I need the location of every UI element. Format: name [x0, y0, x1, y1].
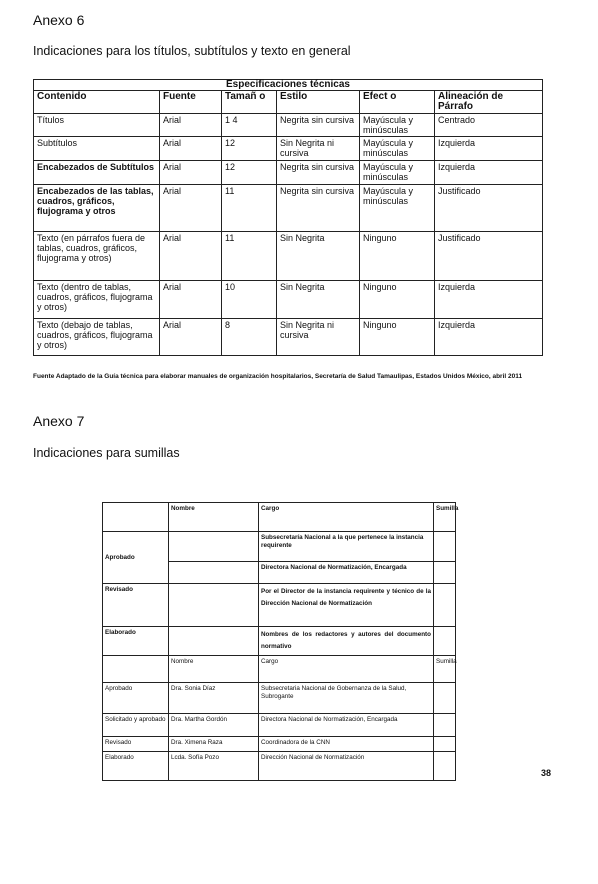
anexo7-subtitle: Indicaciones para sumillas	[33, 446, 180, 460]
table-cell: Revisado	[103, 584, 169, 627]
table-cell: Solicitado y aprobado	[103, 714, 169, 737]
spec-table-header-row	[34, 91, 543, 114]
table-cell: Dra. Sonia Díaz	[169, 683, 259, 714]
table-cell: Aprobado	[103, 532, 169, 584]
table-cell: Negrita sin cursiva	[277, 185, 360, 232]
table-cell: Ninguno	[360, 319, 435, 356]
header-cell: Tamañ o	[222, 91, 277, 114]
table-cell: Lcda. Sofía Pozo	[169, 752, 259, 781]
table-cell: Sin Negrita	[277, 281, 360, 319]
spec-table	[33, 79, 543, 356]
table-cell: Izquierda	[435, 161, 543, 185]
table-cell: Negrita sin cursiva	[277, 161, 360, 185]
table-cell	[169, 532, 259, 562]
table-cell: 8	[222, 319, 277, 356]
table-row	[34, 137, 543, 161]
table-cell: 10	[222, 281, 277, 319]
table-cell: Dirección Nacional de Normatización	[259, 752, 434, 781]
table-cell: Sin Negrita	[277, 232, 360, 281]
table-cell: Negrita sin cursiva	[277, 114, 360, 137]
table-cell	[434, 714, 456, 737]
table-cell: 11	[222, 232, 277, 281]
anexo7-heading: Anexo 7	[33, 413, 85, 429]
table-cell: Arial	[160, 232, 222, 281]
table-cell: Texto (debajo de tablas, cuadros, gráficos, flujograma y otros)	[34, 319, 160, 356]
table-cell: Justificado	[435, 185, 543, 232]
table-cell: Elaborado	[103, 752, 169, 781]
table-cell: Directora Nacional de Normatización, Encargada	[259, 562, 434, 584]
table-row	[103, 714, 456, 737]
table-cell	[169, 627, 259, 656]
table-cell: Dra. Martha Gordón	[169, 714, 259, 737]
table-cell: Por el Director de la instancia requirente y técnico de la Dirección Nacional de Normatización	[259, 584, 434, 627]
table-cell: Mayúscula y minúsculas	[360, 114, 435, 137]
table-cell: Texto (en párrafos fuera de tablas, cuadros, gráficos, flujograma y otros)	[34, 232, 160, 281]
table-cell: Mayúscula y minúsculas	[360, 137, 435, 161]
table-cell: Elaborado	[103, 627, 169, 656]
table-row	[103, 683, 456, 714]
table-cell: Sumilla	[434, 503, 456, 532]
page-number: 38	[541, 768, 552, 778]
table-cell: 1 4	[222, 114, 277, 137]
table-cell	[434, 627, 456, 656]
table-cell: Dra. Ximena Raza	[169, 737, 259, 752]
header-cell: Contenido	[34, 91, 160, 114]
table-row	[34, 319, 543, 356]
header-cell: Fuente	[160, 91, 222, 114]
table-cell: Mayúscula y minúsculas	[360, 161, 435, 185]
table-cell	[169, 584, 259, 627]
table-cell: Sumilla	[434, 656, 456, 683]
table-cell: Sin Negrita ni cursiva	[277, 319, 360, 356]
table-cell: Centrado	[435, 114, 543, 137]
table-cell: Aprobado	[103, 683, 169, 714]
table-cell	[434, 752, 456, 781]
signature-table	[102, 502, 459, 781]
table-cell: Encabezados de Subtítulos	[34, 161, 160, 185]
table-row	[103, 752, 456, 781]
table-cell: Mayúscula y minúsculas	[360, 185, 435, 232]
table-cell: Arial	[160, 137, 222, 161]
table-cell: Izquierda	[435, 281, 543, 319]
table-cell: Ninguno	[360, 232, 435, 281]
table-cell: Arial	[160, 161, 222, 185]
table-cell: Nombres de los redactores y autores del documento normativo	[259, 627, 434, 656]
table-row	[34, 185, 543, 232]
table-cell: 12	[222, 137, 277, 161]
table-row	[34, 114, 543, 137]
table-row	[103, 584, 456, 627]
spec-table-caption: Especificaciones técnicas	[34, 80, 543, 91]
table-cell: Izquierda	[435, 319, 543, 356]
table-cell: Nombre	[169, 503, 259, 532]
table-source-note: Fuente Adaptado de la Guía técnica para elaborar manuales de organización hospitalarios, Secretaría de Salud Tamaulipas, Estados Unidos México, abril 2011	[33, 373, 523, 380]
table-row	[103, 532, 456, 562]
header-cell: Alineación de Párrafo	[435, 91, 543, 114]
table-cell: Subsecretaría Nacional a la que pertenece la instancia requirente	[259, 532, 434, 562]
table-cell: Cargo	[259, 656, 434, 683]
table-row	[34, 281, 543, 319]
table-cell	[434, 683, 456, 714]
table-cell	[434, 562, 456, 584]
table-cell: Texto (dentro de tablas, cuadros, gráficos, flujograma y otros)	[34, 281, 160, 319]
table-cell: Revisado	[103, 737, 169, 752]
table-cell: Justificado	[435, 232, 543, 281]
table-cell: Cargo	[259, 503, 434, 532]
table-cell: Coordinadora de la CNN	[259, 737, 434, 752]
table-cell: Arial	[160, 185, 222, 232]
table-cell: Arial	[160, 281, 222, 319]
table-cell	[434, 584, 456, 627]
table-cell: Directora Nacional de Normatización, Encargada	[259, 714, 434, 737]
table-cell: Encabezados de las tablas, cuadros, gráficos, flujograma y otros	[34, 185, 160, 232]
header-cell: Efect o	[360, 91, 435, 114]
table-cell	[169, 562, 259, 584]
table-row	[103, 503, 456, 532]
table-cell: Sin Negrita ni cursiva	[277, 137, 360, 161]
table-cell: Izquierda	[435, 137, 543, 161]
table-cell: 12	[222, 161, 277, 185]
table-row	[103, 627, 456, 656]
table-cell	[103, 503, 169, 532]
table-cell: Nombre	[169, 656, 259, 683]
table-cell: Subtítulos	[34, 137, 160, 161]
table-cell: 11	[222, 185, 277, 232]
anexo6-heading: Anexo 6	[33, 12, 85, 28]
table-cell: Títulos	[34, 114, 160, 137]
table-cell	[434, 532, 456, 562]
table-row	[103, 656, 456, 683]
table-cell: Arial	[160, 114, 222, 137]
table-cell	[103, 656, 169, 683]
table-row	[34, 161, 543, 185]
table-cell	[434, 737, 456, 752]
header-cell: Estilo	[277, 91, 360, 114]
table-cell: Subsecretaria Nacional de Gobernanza de la Salud, Subrogante	[259, 683, 434, 714]
table-cell: Ninguno	[360, 281, 435, 319]
table-row	[103, 737, 456, 752]
anexo6-subtitle: Indicaciones para los títulos, subtítulos y texto en general	[33, 44, 351, 58]
table-row	[34, 232, 543, 281]
table-cell: Arial	[160, 319, 222, 356]
